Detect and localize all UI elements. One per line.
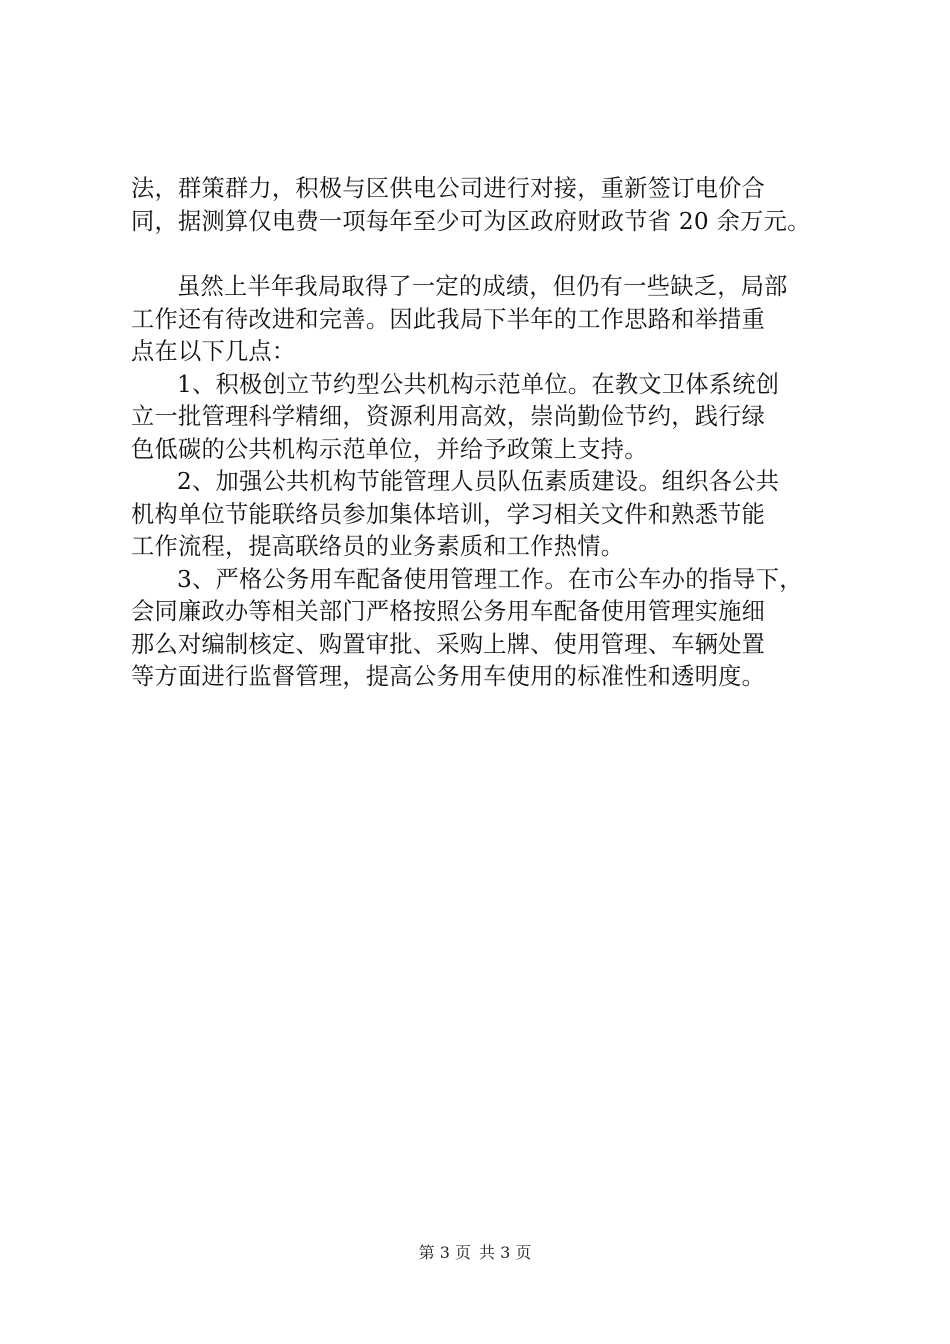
- paragraph-continuation: [131, 173, 835, 238]
- text-line: 法，群策群力，积极与区供电公司进行对接，重新签订电价合: [131, 175, 766, 202]
- text-line: 虽然上半年我局取得了一定的成绩，但仍有一些缺乏，局部: [177, 273, 788, 300]
- document-body: [131, 173, 835, 694]
- paragraph-item-2: [131, 466, 835, 564]
- text-line: 3、严格公务用车配备使用管理工作。在市公车办的指导下，: [177, 565, 803, 593]
- page-number: 第 3 页: [418, 1243, 471, 1262]
- paragraph-item-1: [131, 369, 835, 467]
- text-line: 同，据测算仅电费一项每年至少可为区政府财政节省 20 余万元。: [131, 207, 811, 235]
- text-line: 那么对编制核定、购置审批、采购上牌、使用管理、车辆处置: [131, 630, 766, 658]
- text-line: 会同廉政办等相关部门严格按照公务用车配备使用管理实施细: [131, 598, 766, 625]
- paragraph-spacer: [131, 238, 835, 271]
- text-line: 工作流程，提高联络员的业务素质和工作热情。: [131, 533, 625, 560]
- text-line: 色低碳的公共机构示范单位，并给予政策上支持。: [131, 435, 648, 463]
- text-line: 立一批管理科学精细，资源利用高效，崇尚勤俭节约，践行绿: [131, 403, 766, 430]
- text-line: 2、加强公共机构节能管理人员队伍素质建设。组织各公共: [177, 468, 780, 495]
- text-line: 机构单位节能联络员参加集体培训，学习相关文件和熟悉节能: [131, 500, 766, 528]
- text-line: 点在以下几点：: [131, 338, 296, 365]
- paragraph-summary: [131, 271, 835, 369]
- text-line: 1、积极创立节约型公共机构示范单位。在教文卫体系统创: [177, 370, 780, 398]
- text-line: 工作还有待改进和完善。因此我局下半年的工作思路和举措重: [131, 305, 766, 333]
- page-total: 共 3 页: [479, 1243, 532, 1262]
- text-line: 等方面进行监督管理，提高公务用车使用的标准性和透明度。: [131, 663, 766, 690]
- paragraph-item-3: [131, 564, 835, 694]
- page-footer: [0, 1242, 950, 1264]
